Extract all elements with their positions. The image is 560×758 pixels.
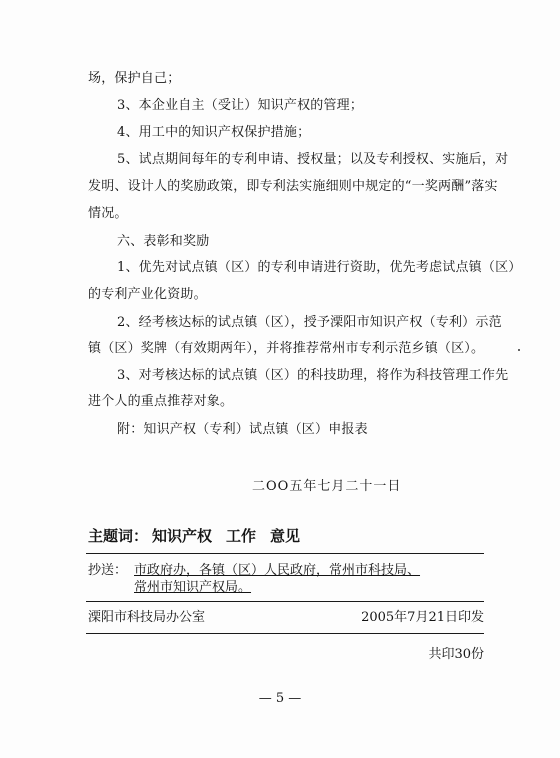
divider-top xyxy=(86,553,484,554)
document-date: 二OO五年七月二十一日 xyxy=(252,479,402,494)
distribution-label: 抄送： xyxy=(88,563,128,578)
body-line: 5、试点期间每年的专利申请、授权量；以及专利授权、实施后，对 xyxy=(117,152,509,167)
body-line: 的专利产业化资助。 xyxy=(88,287,207,302)
body-line: 4、用工中的知识产权保护措施； xyxy=(117,125,311,140)
body-line: 情况。 xyxy=(88,206,128,221)
attachment-line: 附：知识产权（专利）试点镇（区）申报表 xyxy=(117,422,368,437)
body-line: 场，保护自己； xyxy=(88,71,181,86)
body-line: 3、对考核达标的试点镇（区）的科技助理，将作为科技管理工作先 xyxy=(117,368,509,383)
scan-speck xyxy=(518,349,520,351)
keyword-term: 意见 xyxy=(270,527,301,545)
body-line: 发明、设计人的奖励政策，即专利法实施细则中规定的“一奖两酬”落实 xyxy=(88,179,498,194)
section-heading: 六、表彰和奖励 xyxy=(117,234,210,249)
divider-bottom xyxy=(86,633,484,634)
page-number: — 5 — xyxy=(258,691,302,706)
body-line: 2、经考核达标的试点镇（区），授予溧阳市知识产权（专利）示范 xyxy=(117,315,502,330)
subject-keywords xyxy=(88,526,314,546)
body-line: 进个人的重点推荐对象。 xyxy=(88,394,234,409)
body-line: 镇（区）奖牌（有效期两年），并将推荐常州市专利示范乡镇（区）。 xyxy=(88,341,485,356)
issue-date: 2005年7月21日印发 xyxy=(361,610,484,625)
print-copies: 共印30份 xyxy=(428,647,484,662)
divider-middle xyxy=(86,601,484,602)
keyword-term: 工作 xyxy=(226,527,257,545)
distribution-list: 市政府办，各镇（区）人民政府，常州市科技局、 常州市知识产权局。 xyxy=(134,563,421,595)
keyword-term: 知识产权 xyxy=(152,527,213,545)
body-line: 3、本企业自主（受让）知识产权的管理； xyxy=(117,98,364,113)
keywords-label: 主题词： xyxy=(88,527,149,545)
issuing-office: 溧阳市科技局办公室 xyxy=(88,610,206,625)
body-line: 1、优先对试点镇（区）的专利申请进行资助，优先考虑试点镇（区） xyxy=(117,260,522,275)
